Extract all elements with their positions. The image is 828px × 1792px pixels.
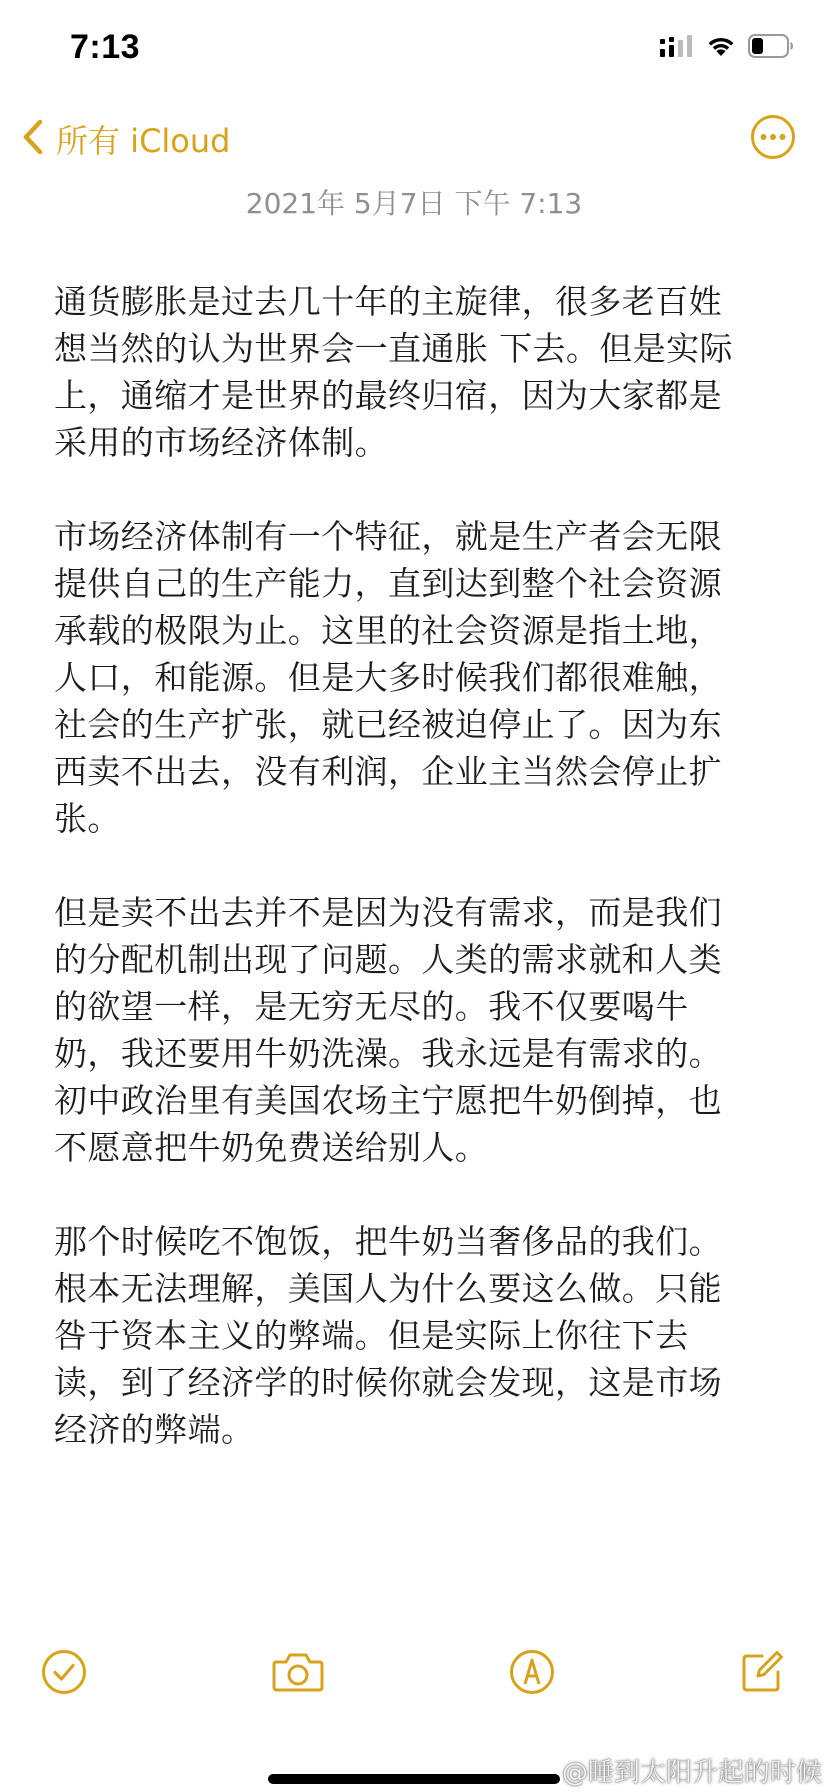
- compose-icon: [738, 1648, 788, 1696]
- note-paragraph: 通货膨胀是过去几十年的主旋律，很多老百姓想当然的认为世界会一直通胀 下去。但是实际上，通缩才是世界的最终归宿，因为大家都是采用的市场经济体制。: [54, 282, 733, 462]
- compose-button[interactable]: [738, 1648, 788, 1698]
- status-bar: [0, 0, 828, 100]
- markup-pen-icon: [508, 1648, 558, 1696]
- camera-button[interactable]: [270, 1648, 326, 1698]
- chevron-left-icon: [22, 119, 44, 159]
- note-paragraph: 那个时候吃不饱饭，把牛奶当奢侈品的我们。根本无法理解，美国人为什么要这么做。只能咎于资本主义的弊端。但是实际上你往下去读，到了经济学的时候你就会发现，这是市场经济的弊端。: [54, 1222, 722, 1449]
- home-indicator[interactable]: [268, 1774, 560, 1784]
- more-button[interactable]: [750, 114, 796, 160]
- cellular-signal-icon: [660, 35, 694, 57]
- checklist-button[interactable]: [40, 1648, 90, 1698]
- note-body[interactable]: [54, 278, 754, 1500]
- ellipsis-circle-icon: [750, 145, 796, 164]
- status-icons: [660, 34, 794, 58]
- nav-bar: [0, 110, 828, 170]
- note-date: 2021年 5月7日 下午 7:13: [245, 187, 583, 220]
- back-label: 所有 iCloud: [56, 122, 231, 160]
- status-time: 7:13: [70, 28, 141, 66]
- bottom-toolbar: [0, 1648, 828, 1708]
- battery-low-icon: [748, 34, 794, 58]
- note-paragraph: 但是卖不出去并不是因为没有需求，而是我们的分配机制出现了问题。人类的需求就和人类的欲望一样，是无穷无尽的。我不仅要喝牛奶，我还要用牛奶洗澡。我永远是有需求的。初中政治里有美国农场主宁愿把牛奶倒掉，也不愿意把牛奶免费送给别人。: [54, 893, 722, 1167]
- watermark: @睡到太阳升起的时候: [561, 1758, 822, 1788]
- markup-button[interactable]: [508, 1648, 558, 1698]
- wifi-icon: [706, 35, 736, 57]
- back-button[interactable]: [22, 116, 230, 162]
- camera-icon: [270, 1648, 326, 1696]
- note-paragraph: 市场经济体制有一个特征，就是生产者会无限提供自己的生产能力，直到达到整个社会资源承载的极限为止。这里的社会资源是指土地，人口，和能源。但是大多时候我们都很难触，社会的生产扩张，就已经被迫停止了。因为东西卖不出去，没有利润，企业主当然会停止扩张。: [54, 517, 722, 838]
- checklist-icon: [40, 1648, 90, 1696]
